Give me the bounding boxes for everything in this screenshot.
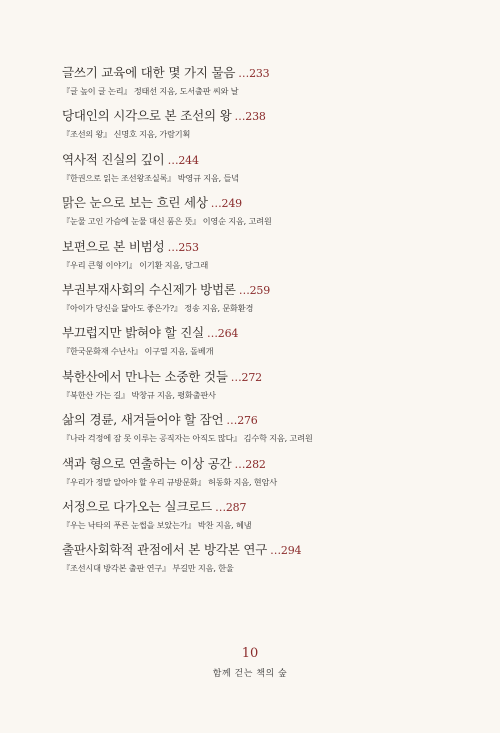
entry-page-number: 287 — [225, 500, 247, 514]
entry-title — [62, 411, 462, 429]
entry-dots: … — [206, 327, 218, 341]
entry-book-reference: 『눈물 고인 가슴에 눈물 대신 품은 뜻』 이영순 지음, 고려원 — [62, 216, 272, 227]
entry-title-text: 당대인의 시각으로 본 조선의 왕 — [62, 108, 232, 124]
entry-dots: … — [234, 110, 246, 124]
entry-book-reference: 『우리 큰형 이야기』 이기환 지음, 당그래 — [62, 259, 209, 270]
entry-book-reference: 『북한산 가는 길』 박창규 지음, 평화출판사 — [62, 389, 216, 400]
entry-page-number: 253 — [178, 240, 199, 254]
toc-entry — [62, 194, 462, 237]
entry-page-number: 276 — [237, 414, 258, 428]
table-of-contents — [62, 64, 462, 585]
toc-entry — [62, 411, 462, 454]
toc-entry — [62, 324, 462, 367]
entry-title — [62, 368, 462, 386]
entry-dots: … — [234, 457, 246, 471]
toc-entry — [62, 151, 462, 194]
entry-title — [62, 541, 462, 559]
entry-title-text: 맑은 눈으로 보는 흐린 세상 — [62, 195, 208, 211]
entry-title-text: 삶의 경륜, 새겨들어야 할 잠언 — [62, 412, 224, 428]
entry-title — [62, 107, 462, 125]
entry-dots: … — [270, 544, 281, 558]
entry-page-number: 259 — [249, 283, 271, 297]
entry-title-text: 부권부재사회의 수신제가 방법론 — [62, 281, 236, 297]
toc-entry — [62, 64, 462, 107]
entry-title-text: 역사적 진실의 깊이 — [62, 151, 165, 167]
entry-title-text: 북한산에서 만나는 소중한 것들 — [62, 368, 228, 384]
entry-title-text: 부끄럽지만 밝혀야 할 진실 — [62, 325, 204, 341]
entry-title-text: 서정으로 다가오는 실크로드 — [62, 498, 213, 514]
part-number: 10 — [241, 646, 259, 661]
entry-title-text: 색과 형으로 연출하는 이상 공간 — [62, 455, 232, 471]
entry-book-reference: 『한권으로 읽는 조선왕조실록』 박영규 지음, 들녘 — [62, 172, 239, 183]
entry-dots: … — [210, 197, 222, 211]
entry-title-text: 보편으로 본 비범성 — [62, 238, 165, 254]
entry-title — [62, 238, 462, 256]
entry-title — [62, 64, 462, 82]
entry-dots: … — [167, 240, 179, 254]
entry-dots: … — [167, 153, 179, 167]
entry-title — [62, 151, 462, 169]
entry-dots: … — [238, 67, 250, 80]
toc-entry — [62, 107, 462, 150]
entry-page-number: 238 — [245, 110, 266, 124]
entry-page-number: 294 — [280, 544, 302, 558]
entry-dots: … — [230, 370, 242, 384]
entry-page-number: 249 — [221, 197, 242, 211]
toc-entry — [62, 368, 462, 411]
entry-book-reference: 『아이가 당신을 닮아도 좋은가?』 정송 지음, 문화환경 — [62, 302, 254, 313]
entry-page-number: 244 — [178, 153, 199, 167]
entry-dots: … — [226, 414, 238, 428]
toc-entry — [62, 498, 462, 541]
entry-dots: … — [238, 283, 250, 297]
toc-entry — [62, 455, 462, 498]
entry-book-reference: 『우는 낙타의 푸른 눈썹을 보았는가』 박찬 지음, 혜냄 — [62, 519, 252, 530]
toc-entry — [62, 238, 462, 281]
entry-title-text: 글쓰기 교육에 대한 몇 가지 물음 — [62, 65, 236, 80]
toc-entry — [62, 541, 462, 584]
entry-book-reference: 『우리가 정말 알아야 할 우리 규방문화』 허동화 지음, 현암사 — [62, 476, 277, 487]
entry-book-reference: 『글 높이 글 논리』 정태선 지음, 도서출판 씨와 날 — [62, 86, 239, 96]
entry-title-text: 출판사회학적 관점에서 본 방각본 연구 — [62, 542, 268, 558]
entry-title — [62, 281, 462, 299]
entry-title — [62, 324, 462, 342]
entry-page-number: 264 — [217, 327, 239, 341]
entry-page-number: 272 — [241, 370, 262, 384]
entry-page-number: 233 — [249, 67, 270, 80]
entry-book-reference: 『한국문화재 수난사』 이구열 지음, 돌베개 — [62, 346, 214, 357]
toc-entry — [62, 281, 462, 324]
entry-book-reference: 『나라 걱정에 잠 못 이루는 공직자는 아직도 많다』 김수학 지음, 고려원 — [62, 433, 313, 444]
entry-book-reference: 『조선시대 방각본 출판 연구』 부길만 지음, 한울 — [62, 563, 234, 574]
part-title: 함께 걷는 책의 숲 — [212, 669, 288, 679]
entry-dots: … — [215, 500, 226, 514]
entry-title — [62, 194, 462, 212]
entry-title — [62, 498, 462, 516]
entry-page-number: 282 — [245, 457, 266, 471]
entry-book-reference: 『조선의 왕』 신명호 지음, 가람기획 — [62, 129, 191, 140]
entry-title — [62, 455, 462, 473]
